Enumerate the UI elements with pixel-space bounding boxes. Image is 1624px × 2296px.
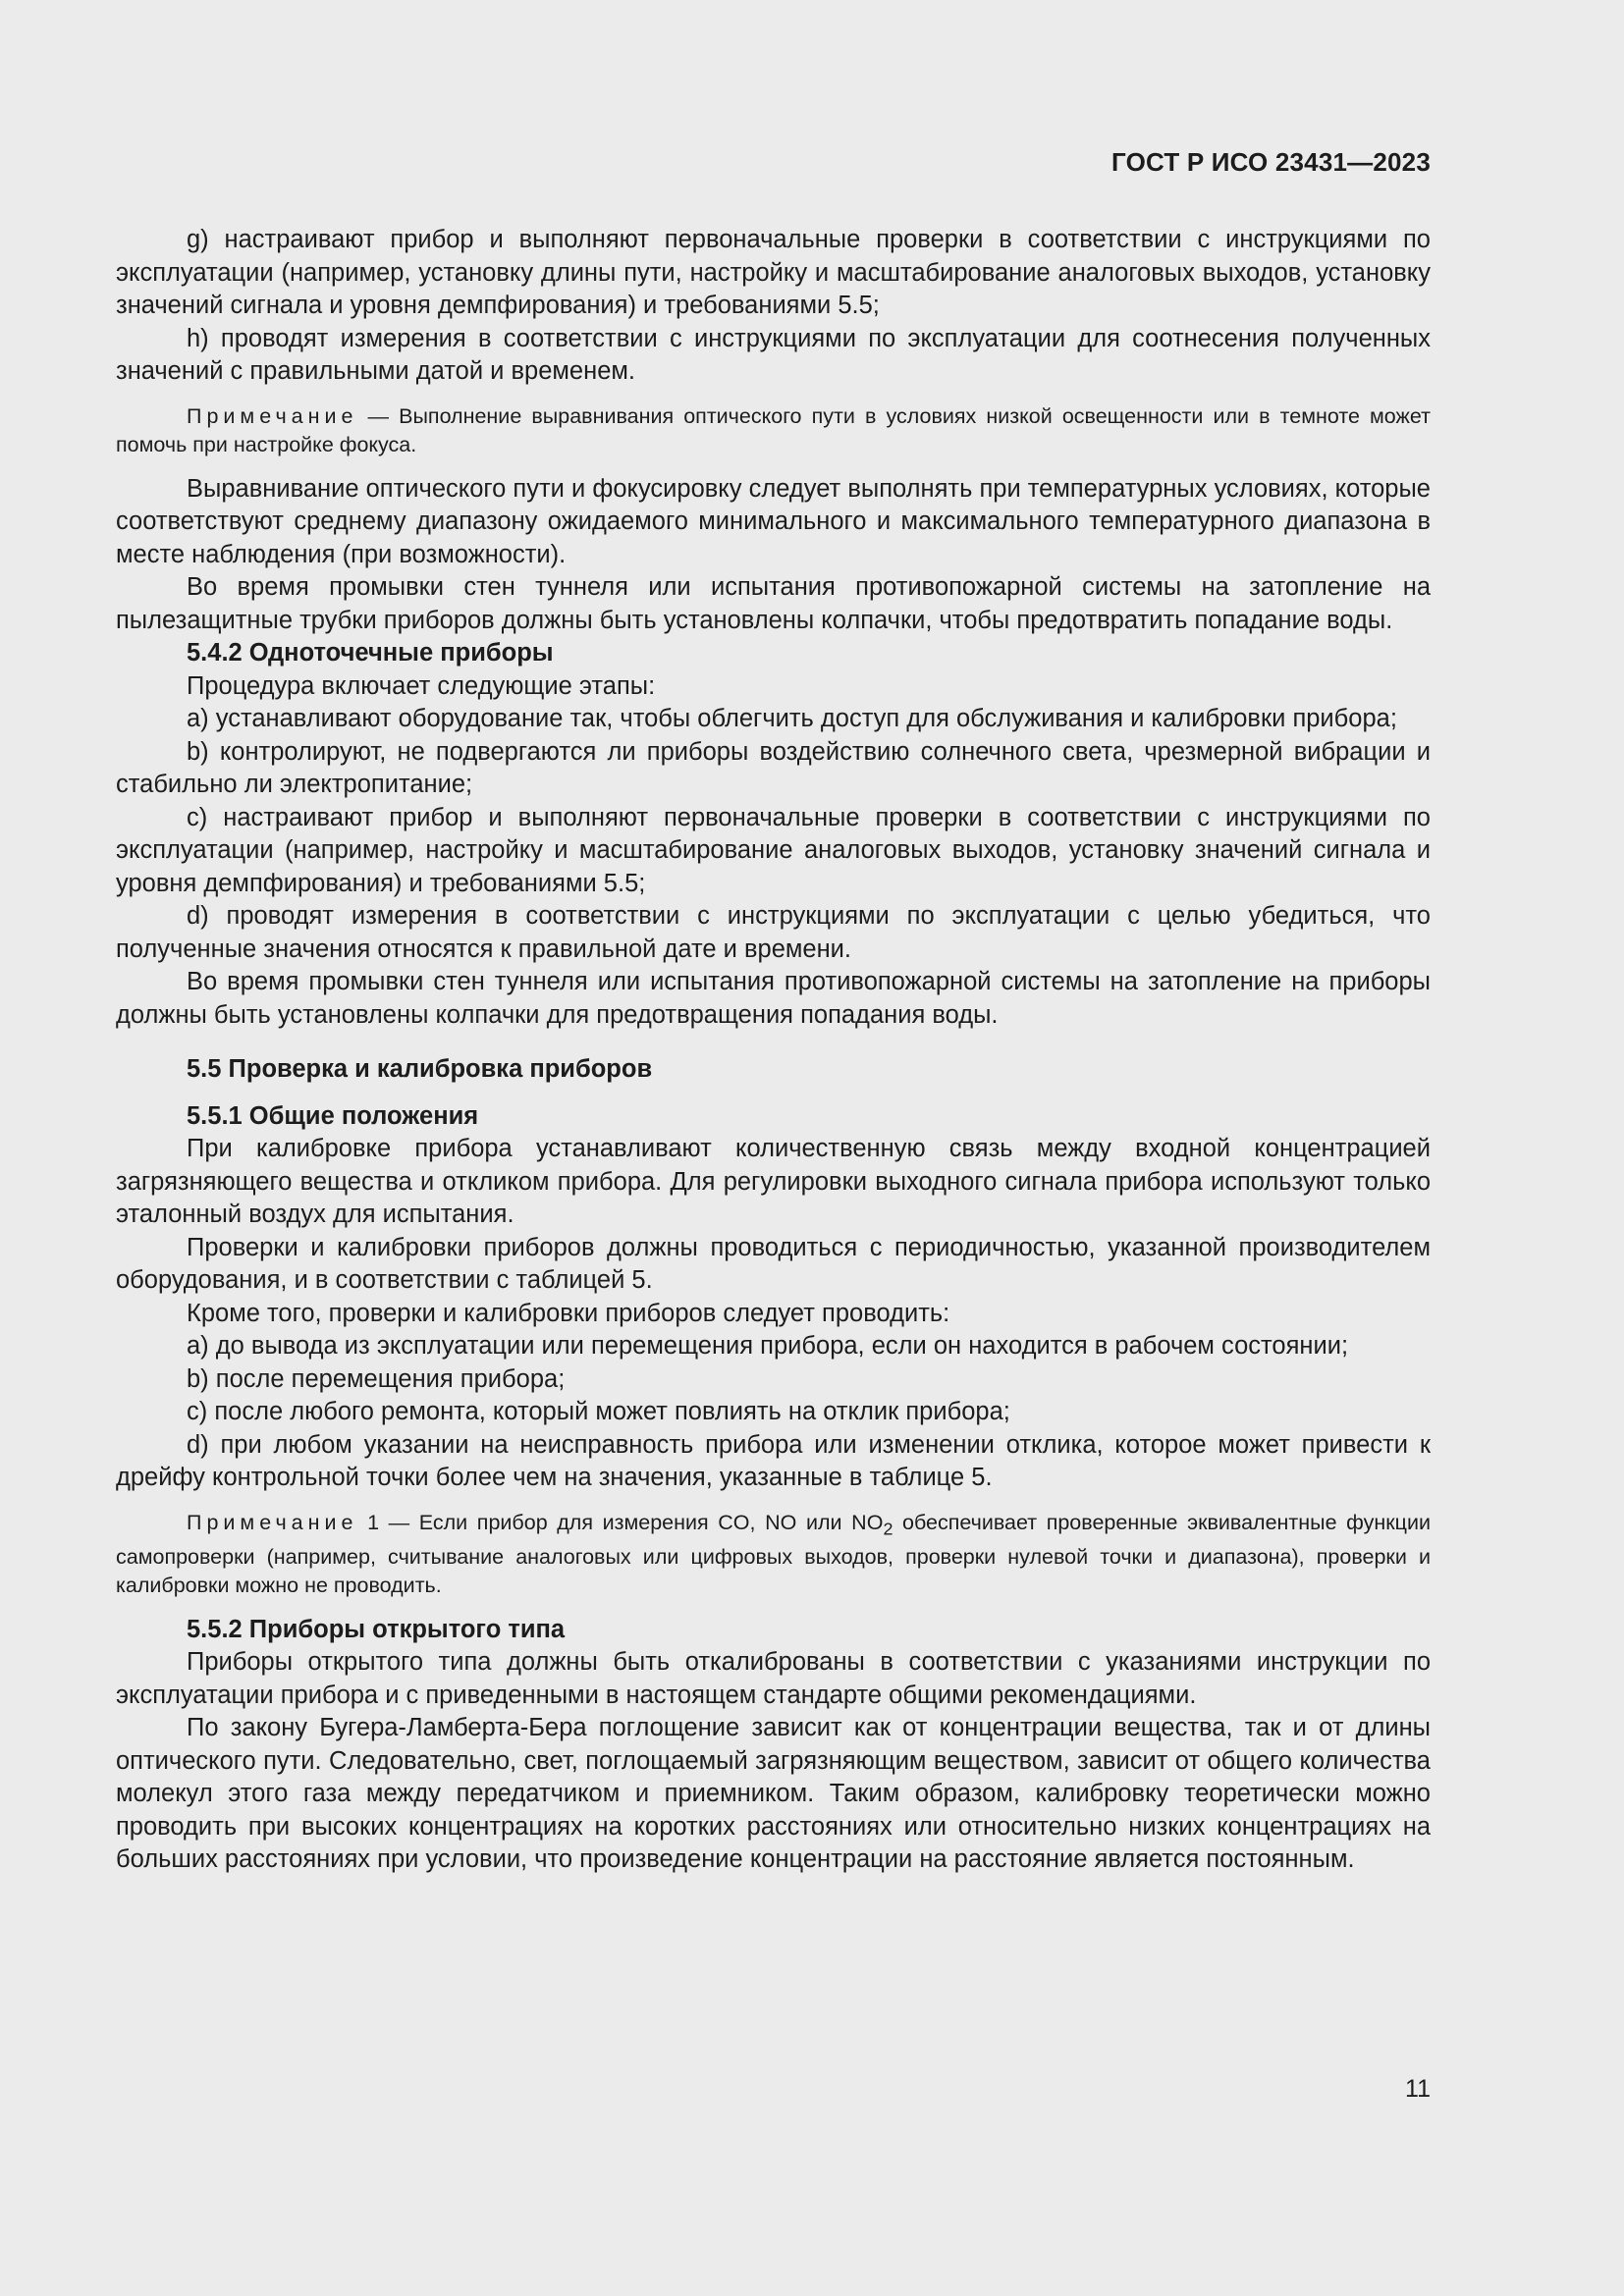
page-number: 11 — [1405, 2075, 1431, 2103]
list-item-d: d) проводят измерения в соответствии с инструкциями по эксплуатации с целью убедиться, что полученные значения относятся к правильной дате и времени. — [116, 902, 1431, 963]
note-focus: Примечание — Выполнение выравнивания оптического пути в условиях низкой освещенности или в темноте может помочь при настройке фокуса. — [116, 403, 1431, 456]
list-item-g: g) настраивают прибор и выполняют первоначальные проверки в соответствии с инструкциями по эксплуатации (например, установку длины пути, настройку и масштабирование аналоговых выходов, установку значений сигнала и уровня демпфирования) и требованиями 5.5; — [116, 226, 1431, 319]
subscript-2: 2 — [883, 1518, 893, 1538]
check-item-c: c) после любого ремонта, который может повлиять на отклик прибора; — [187, 1398, 1010, 1425]
document-header-id: ГОСТ Р ИСО 23431—2023 — [1110, 147, 1431, 177]
check-item-b: b) после перемещения прибора; — [187, 1364, 566, 1393]
paragraph-also: Кроме того, проверки и калибровки приборов следует проводить: — [187, 1299, 950, 1327]
list-item-a: a) устанавливают оборудование так, чтобы облегчить доступ для обслуживания и калибровки прибора; — [187, 705, 1397, 732]
paragraph-alignment: Выравнивание оптического пути и фокусировку следует выполнять при температурных условиях, которые соответствуют среднему диапазону ожидаемого минимального и максимального температурного диапазона в месте наблюдения (при возможности). — [116, 474, 1431, 568]
paragraph-periodicity: Проверки и калибровки приборов должны проводиться с периодичностью, указанной производителем оборудования, и в соответствии с таблицей 5. — [116, 1233, 1431, 1294]
note-text: Выполнение выравнивания оптического пути в условиях низкой освещенности или в темноте может помочь при настройке фокуса. — [116, 403, 1431, 456]
note-number: 1 — [367, 1510, 380, 1534]
section-heading-5-5-1: 5.5.1 Общие положения — [187, 1101, 479, 1130]
note-label: Примечание — [187, 1510, 358, 1534]
paragraph-washing-caps-2: Во время промывки стен туннеля или испытания противопожарной системы на затопление на приборы должны быть установлены колпачки для предотвращения попадания воды. — [116, 968, 1431, 1029]
note-1-self-check: Примечание 1 — Если прибор для измерения CO, NO или $NO_2$ обеспечивает проверенные эквивалентные функции самопроверки (например, считывание аналоговых или цифровых выходов, проверки нулевой точки и диапазона), проверки и калибровки можно не проводить. — [116, 1510, 1431, 1597]
check-item-d: d) при любом указании на неисправность прибора или изменении отклика, которое может привести к дрейфу контрольной точки более чем на значения, указанные в таблице 5. — [116, 1430, 1431, 1491]
page-content — [116, 224, 1431, 1877]
list-item-c: c) настраивают прибор и выполняют первоначальные проверки в соответствии с инструкциями по эксплуатации (например, настройку и масштабирование аналоговых выходов, установку значений сигнала и уровня демпфирования) и требованиями 5.5; — [116, 803, 1431, 897]
section-heading-5-4-2: 5.4.2 Одноточечные приборы — [187, 639, 554, 667]
note-label: Примечание — [187, 403, 358, 428]
list-item-b: b) контролируют, не подвергаются ли приборы воздействию солнечного света, чрезмерной вибрации и стабильно ли электропитание; — [116, 737, 1431, 798]
paragraph-open-type: Приборы открытого типа должны быть откалиброваны в соответствии с указаниями инструкции по эксплуатации прибора и с приведенными в настоящем стандарте общими рекомендациями. — [116, 1648, 1431, 1709]
check-item-a: a) до вывода из эксплуатации или перемещения прибора, если он находится в рабочем состоянии; — [187, 1332, 1349, 1360]
section-heading-5-5-2: 5.5.2 Приборы открытого типа — [187, 1615, 566, 1643]
paragraph-beer-lambert: По закону Бугера-Ламберта-Бера поглощение зависит как от концентрации вещества, так и от длины оптического пути. Следовательно, свет, поглощаемый загрязняющим веществом, зависит от общего количества молекул этого газа между передатчиком и приемником. Таким образом, калибровку теоретически можно проводить при высоких концентрациях на коротких расстояниях или относительно низких концентрациях на больших расстояниях при условии, что произведение концентрации на расстояние является постоянным. — [116, 1714, 1431, 1874]
list-item-h: h) проводят измерения в соответствии с инструкциями по эксплуатации для соотнесения полученных значений с правильными датой и временем. — [116, 324, 1431, 385]
paragraph-procedure: Процедура включает следующие этапы: — [187, 671, 656, 700]
section-heading-5-5: 5.5 Проверка и калибровка приборов — [187, 1055, 653, 1083]
paragraph-washing-caps: Во время промывки стен туннеля или испытания противопожарной системы на затопление на пылезащитные трубки приборов должны быть установлены колпачки, чтобы предотвратить попадание воды. — [116, 573, 1431, 634]
paragraph-calibration: При калибровке прибора устанавливают количественную связь между входной концентрацией загрязняющего вещества и откликом прибора. Для регулировки выходного сигнала прибора используют только эталонный воздух для испытания. — [116, 1135, 1431, 1228]
